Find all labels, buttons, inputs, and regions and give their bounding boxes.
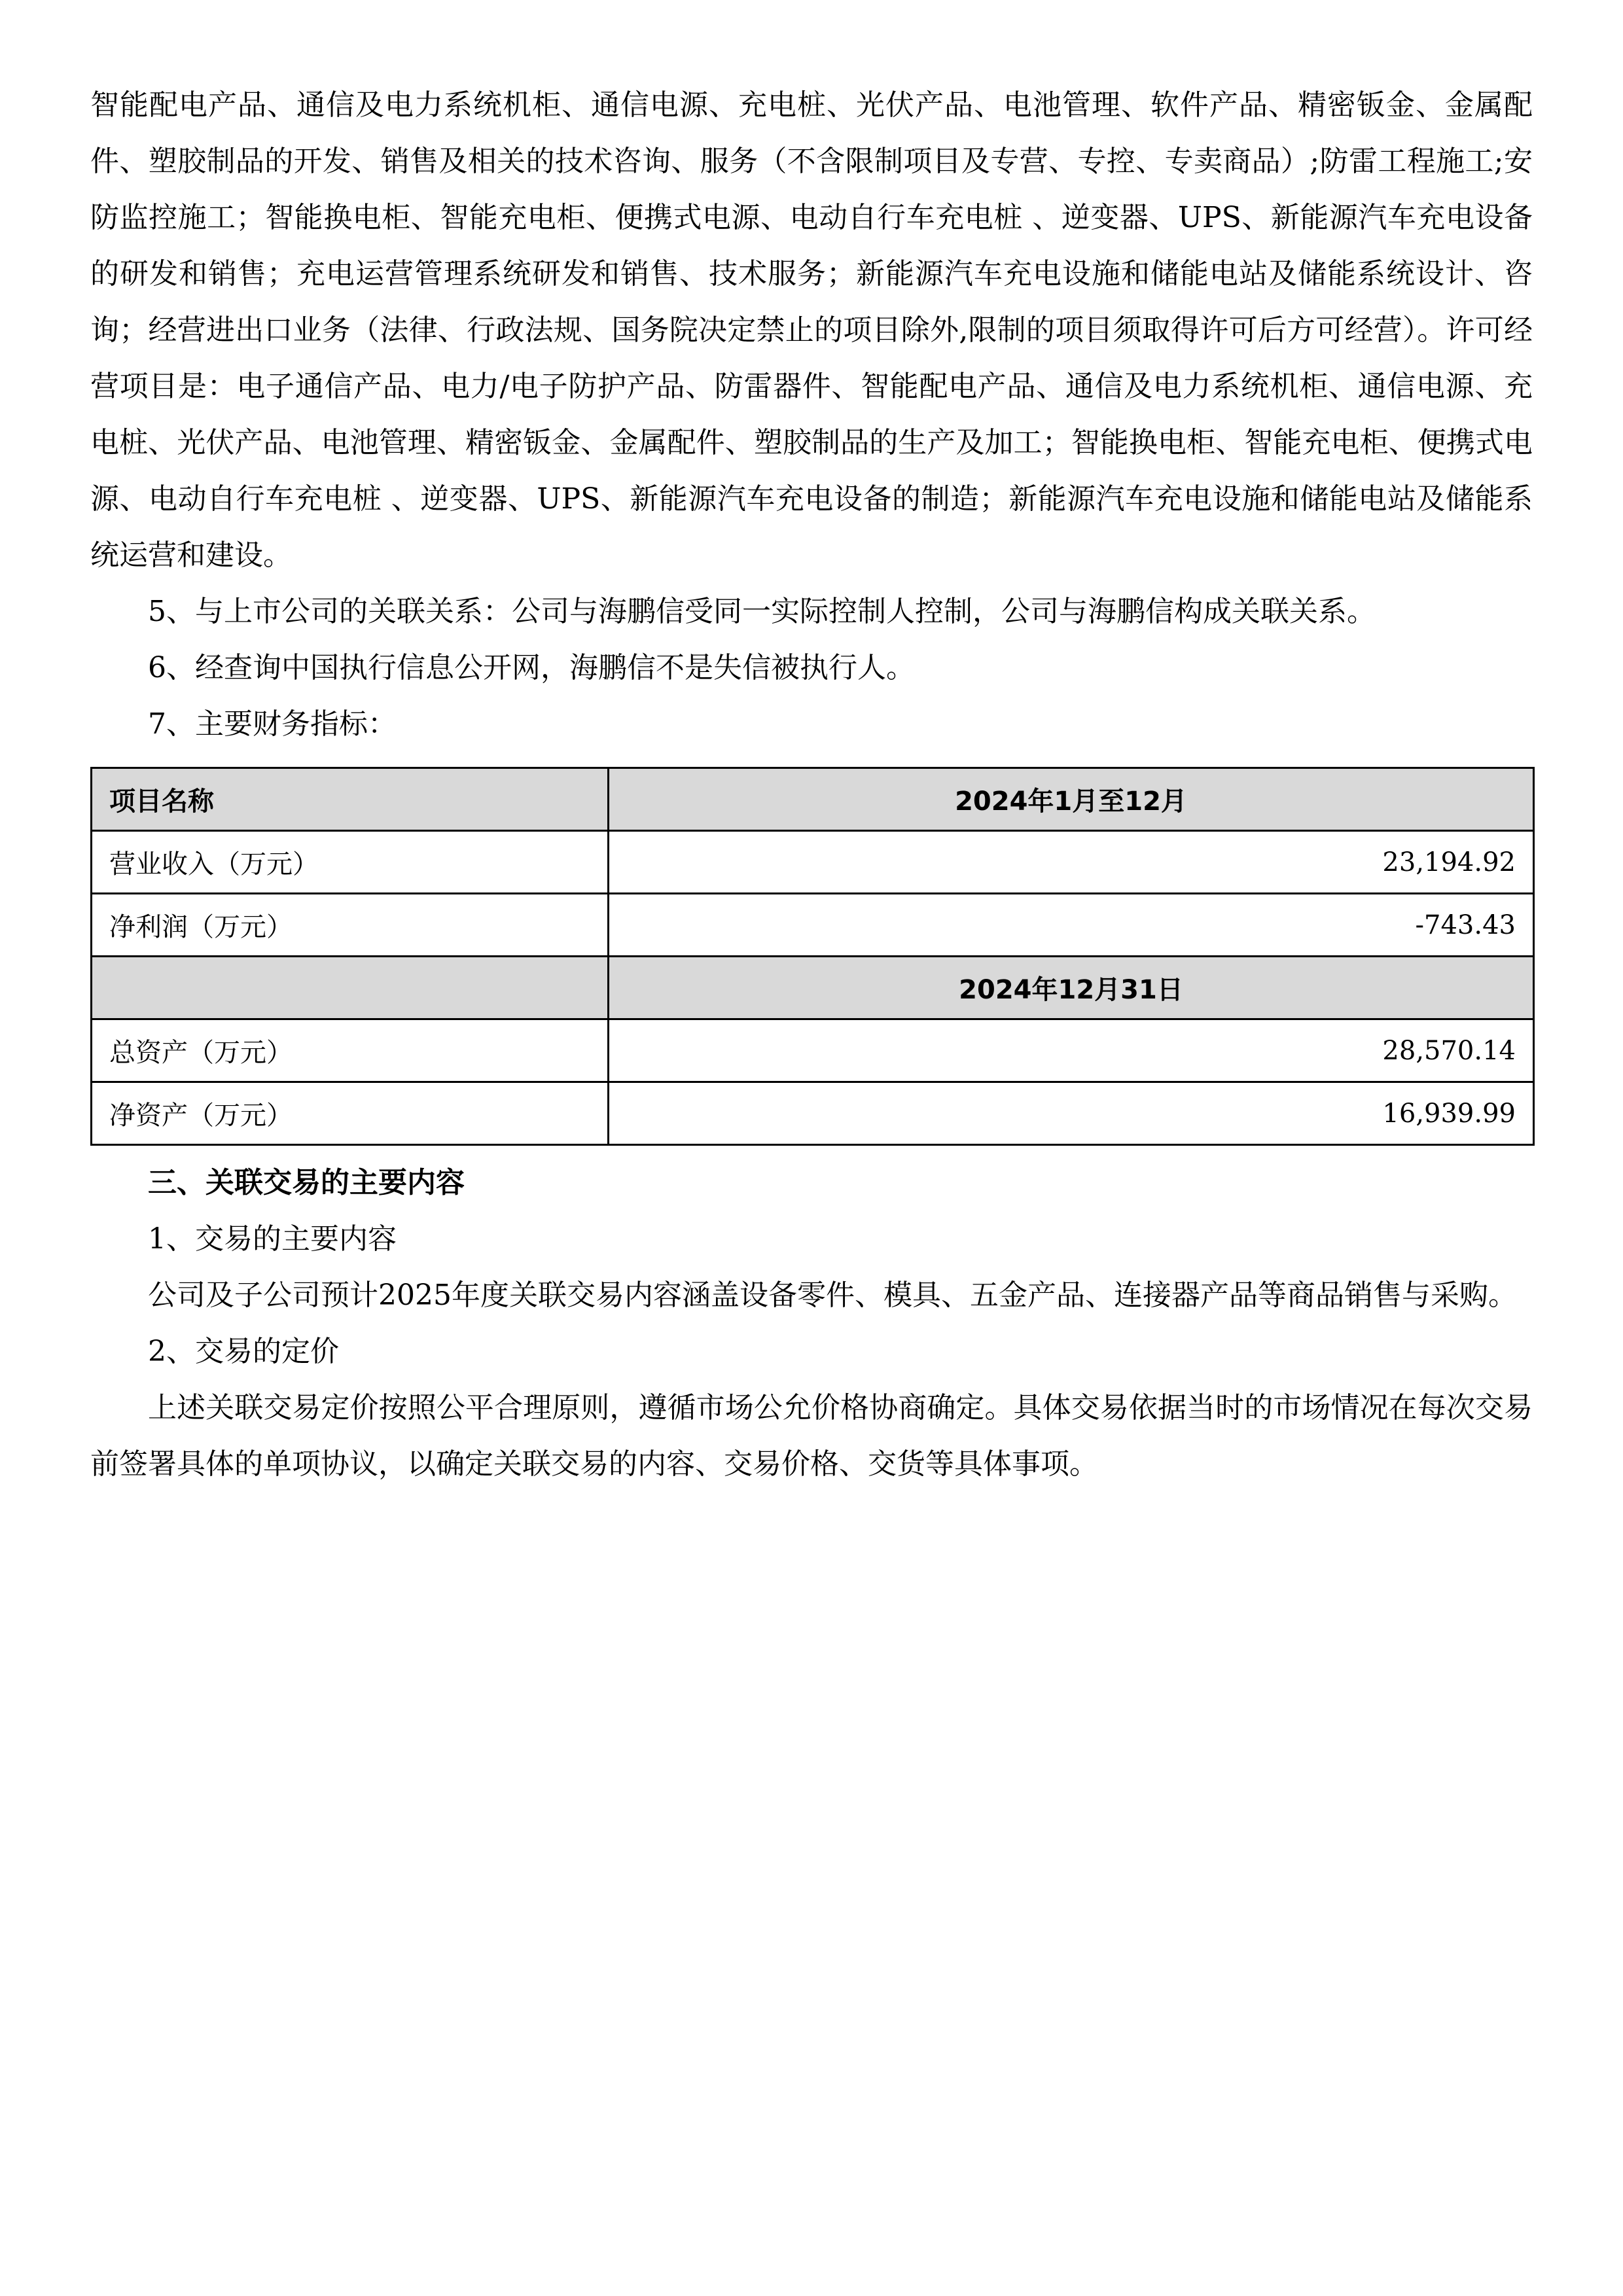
table-header-row-balance	[92, 957, 1534, 1019]
row-value-net-assets: 16,939.99	[609, 1082, 1534, 1145]
subsection-2-heading: 2、交易的定价	[148, 1335, 339, 1368]
subsection-2-body: 上述关联交易定价按照公平合理原则，遵循市场公允价格协商确定。具体交易依据当时的市场情况在每次交易前签署具体的单项协议，以确定关联交易的内容、交易价格、交货等具体事项。	[90, 1391, 1533, 1481]
row-label-net-assets: 净资产（万元）	[92, 1082, 609, 1145]
row-label-total-assets: 总资产（万元）	[92, 1019, 609, 1082]
financial-indicators-table-wrapper	[90, 767, 1533, 1146]
table-row	[92, 831, 1534, 894]
row-label-net-profit: 净利润（万元）	[92, 894, 609, 957]
item-6-paragraph: 6、经查询中国执行信息公开网，海鹏信不是失信被执行人。	[148, 651, 915, 684]
subsection-1-body: 公司及子公司预计2025年度关联交易内容涵盖设备零件、模具、五金产品、连接器产品等商品销售与采购。	[148, 1279, 1517, 1312]
section-three-heading: 三、关联交易的主要内容	[148, 1166, 465, 1199]
financial-indicators-table	[90, 767, 1535, 1146]
item-5-paragraph: 5、与上市公司的关联关系：公司与海鹏信受同一实际控制人控制，公司与海鹏信构成关联关系。	[148, 595, 1376, 628]
table-header-row-income	[92, 768, 1534, 831]
table-header-item-name: 项目名称	[92, 768, 609, 831]
document-body	[90, 77, 1533, 1492]
row-value-total-assets: 28,570.14	[609, 1019, 1534, 1082]
table-row	[92, 1082, 1534, 1145]
business-scope-paragraph: 智能配电产品、通信及电力系统机柜、通信电源、充电桩、光伏产品、电池管理、软件产品、精密钣金、金属配件、塑胶制品的开发、销售及相关的技术咨询、服务（不含限制项目及专营、专控、专卖商品）;防雷工程施工;安防监控施工；智能换电柜、智能充电柜、便携式电源、电动自行车充电桩 、逆变器、UPS、新能源汽车充电设备的研发和销售；充电运营管理系统研发和销售、技术服务；新能源汽车充电设施和储能电站及储能系统设计、咨询；经营进出口业务（法律、行政法规、国务院决定禁止的项目除外,限制的项目须取得许可后方可经营）。许可经营项目是：电子通信产品、电力/电子防护产品、防雷器件、智能配电产品、通信及电力系统机柜、通信电源、充电桩、光伏产品、电池管理、精密钣金、金属配件、塑胶制品的生产及加工；智能换电柜、智能充电柜、便携式电源、电动自行车充电桩 、逆变器、UPS、新能源汽车充电设备的制造；新能源汽车充电设施和储能电站及储能系统运营和建设。	[90, 88, 1533, 572]
subsection-1-heading: 1、交易的主要内容	[148, 1222, 397, 1256]
table-row	[92, 894, 1534, 957]
row-value-operating-revenue: 23,194.92	[609, 831, 1534, 894]
table-header-blank-cell	[92, 957, 609, 1019]
table-row	[92, 1019, 1534, 1082]
row-value-net-profit: -743.43	[609, 894, 1534, 957]
table-header-period-balance: 2024年12月31日	[609, 957, 1534, 1019]
item-7-paragraph: 7、主要财务指标：	[148, 707, 397, 741]
table-header-period-income: 2024年1月至12月	[609, 768, 1534, 831]
row-label-operating-revenue: 营业收入（万元）	[92, 831, 609, 894]
